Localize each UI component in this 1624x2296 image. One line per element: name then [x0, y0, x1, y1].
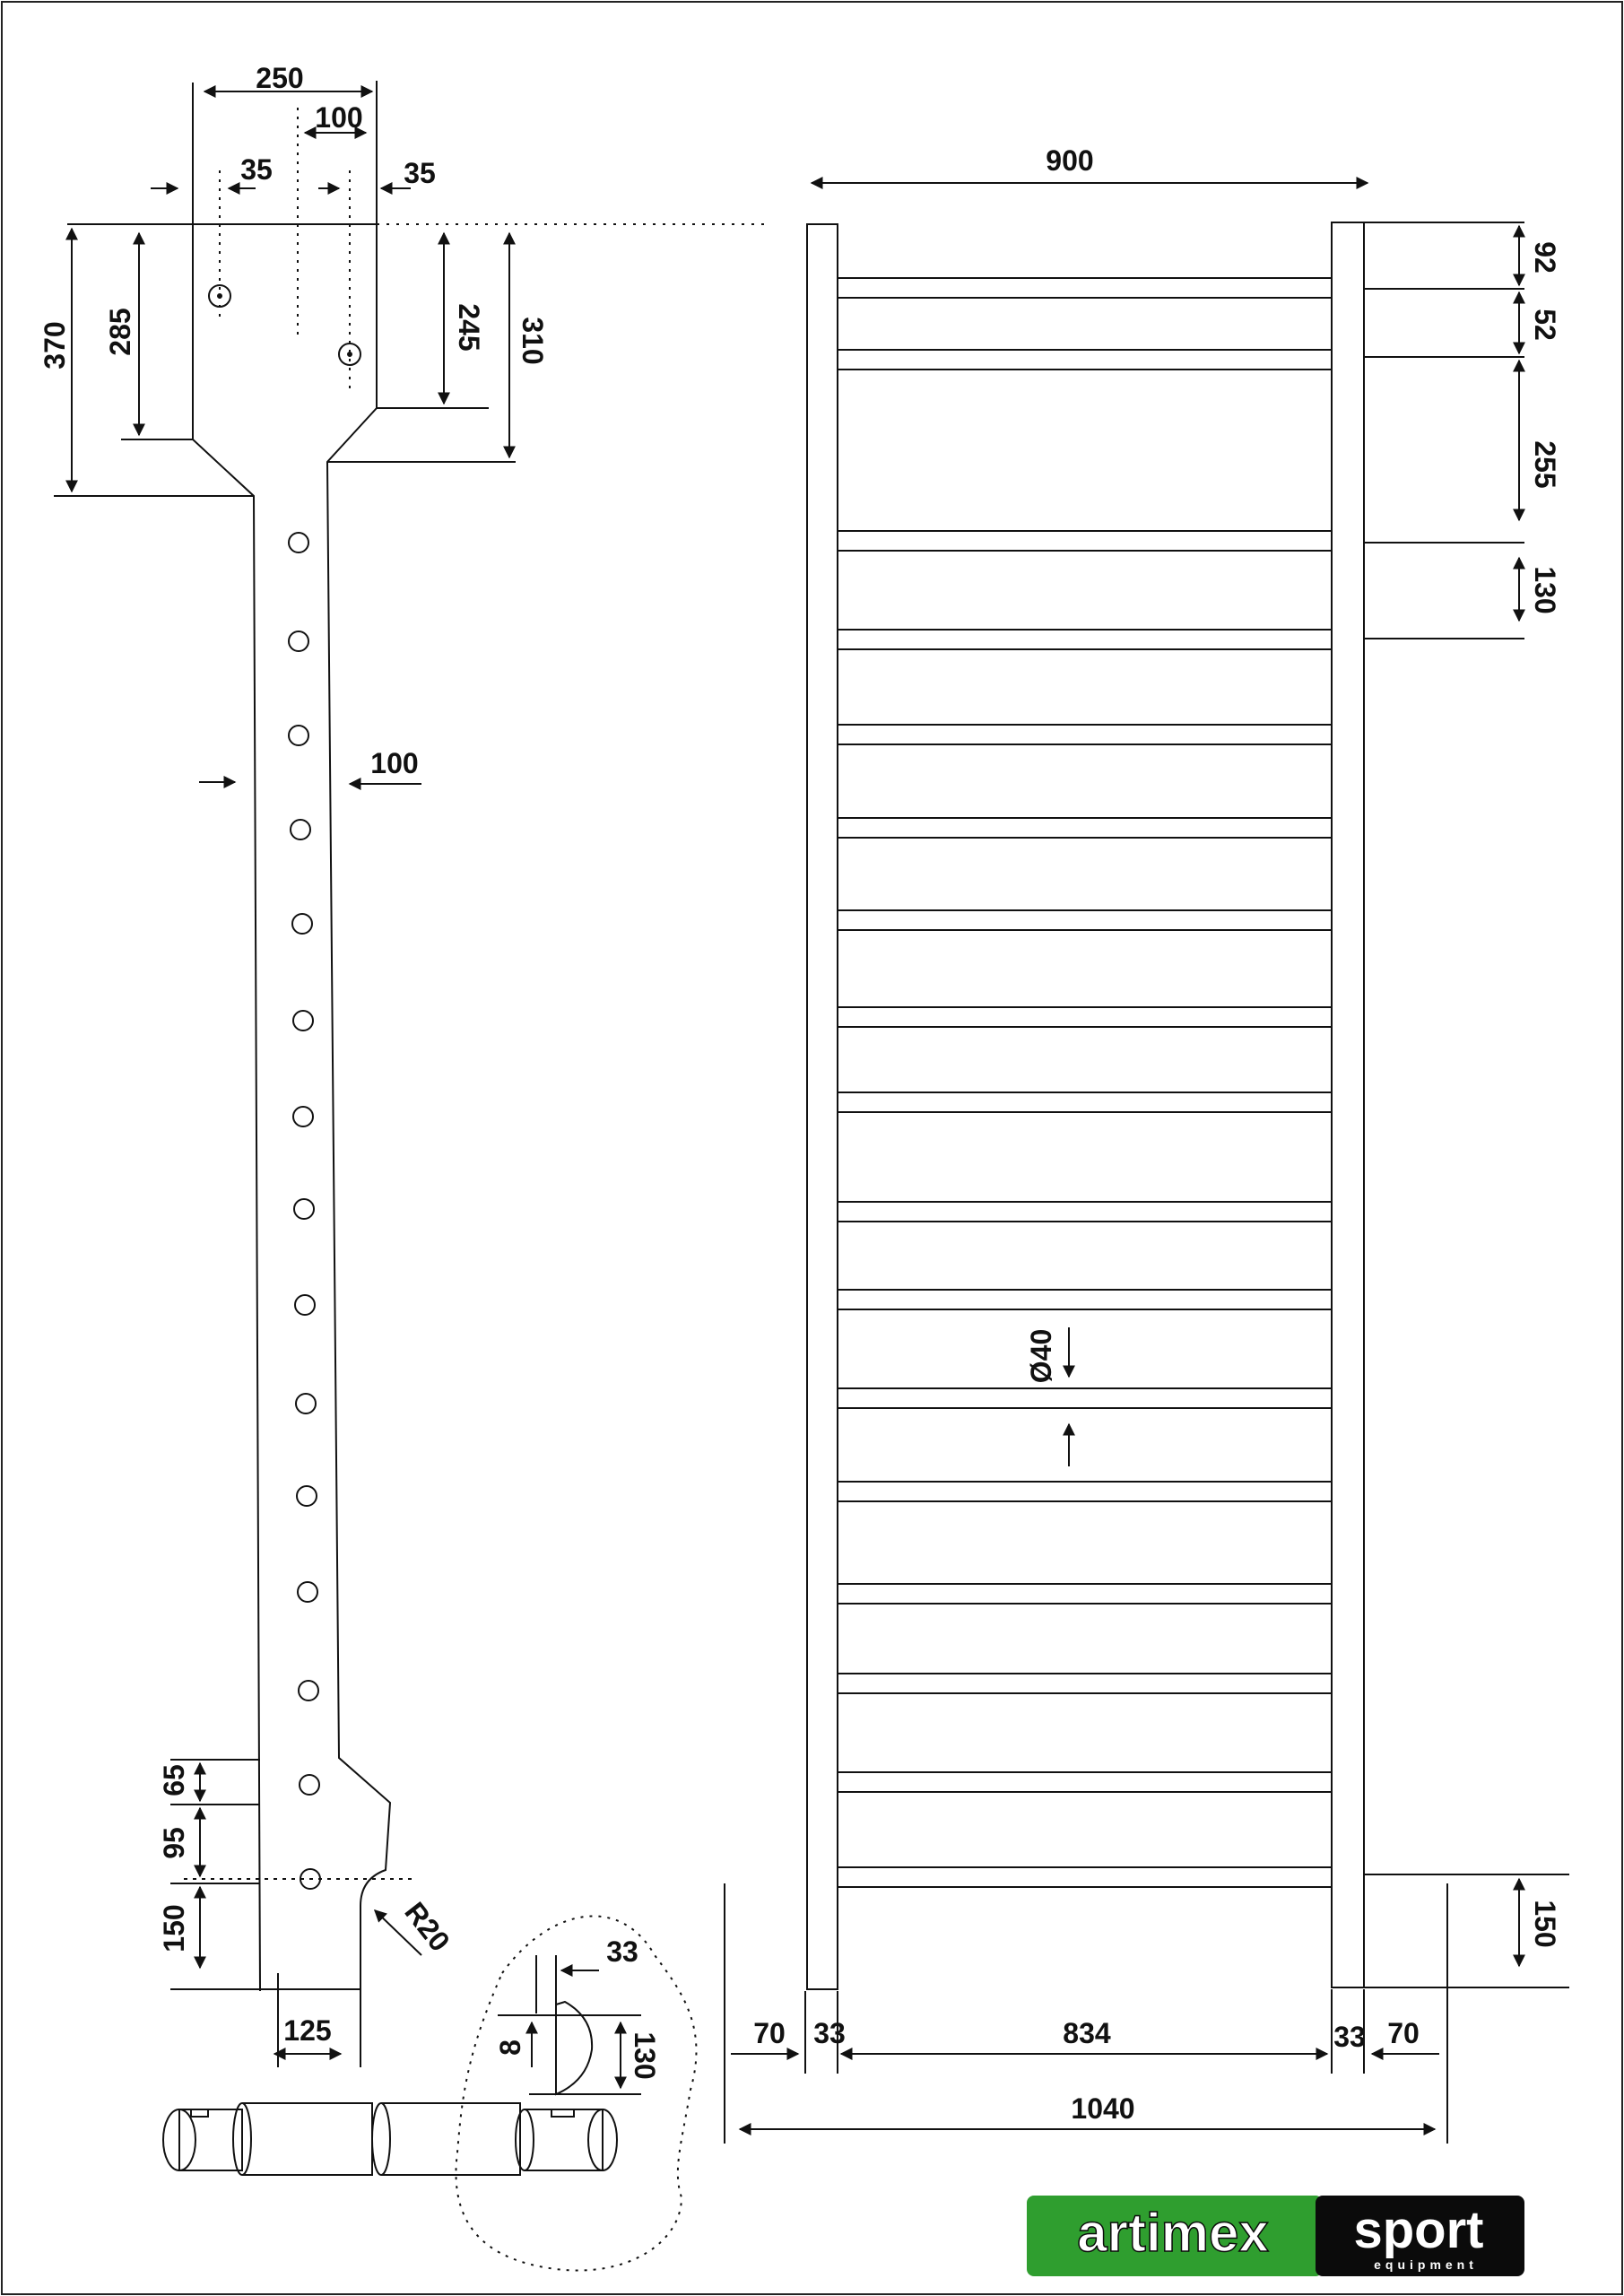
logo-tagline: equipment — [1374, 2257, 1478, 2272]
rung-hole — [291, 820, 310, 839]
side-view-labels — [39, 62, 549, 2047]
rung-detail — [163, 1916, 696, 2270]
dim-post-right: 33 — [1333, 2021, 1366, 2053]
rung-hole — [299, 1681, 318, 1700]
right-post — [1332, 222, 1364, 1987]
rung — [838, 630, 1332, 649]
rung — [838, 1482, 1332, 1501]
rung-hole — [289, 631, 308, 651]
rung-hole — [298, 1582, 317, 1602]
dim-rung-end: 33 — [606, 1935, 638, 1968]
rungs — [838, 278, 1332, 1887]
rung-hole — [289, 533, 308, 552]
dim-inner-width: 834 — [1063, 2017, 1111, 2049]
rung — [838, 725, 1332, 744]
rung — [838, 531, 1332, 551]
dim-offset-left: 70 — [753, 2017, 786, 2049]
rung-detail-labels — [494, 1935, 661, 2080]
rung — [838, 1290, 1332, 1309]
dim-top-inner: 100 — [315, 101, 363, 134]
rung — [838, 350, 1332, 370]
artimex-sport-logo — [1027, 2196, 1524, 2276]
rung — [838, 1007, 1332, 1027]
rung — [838, 1388, 1332, 1408]
dim-width-top: 900 — [1046, 144, 1094, 177]
rung-hole — [294, 1199, 314, 1219]
dim-spacing-92: 92 — [1529, 241, 1561, 274]
rung-hole — [293, 1011, 313, 1031]
dim-height-245: 245 — [453, 303, 485, 352]
dim-total-width: 1040 — [1071, 2092, 1135, 2125]
rung-hole — [292, 914, 312, 934]
dim-notch-height: 130 — [629, 2031, 661, 2080]
dim-height-310: 310 — [517, 317, 549, 365]
dim-top-width: 250 — [256, 62, 304, 94]
dim-bottom-150-front: 150 — [1529, 1900, 1561, 1948]
dim-rung-diameter: Ø40 — [1025, 1328, 1057, 1384]
rung-hole — [297, 1486, 317, 1506]
rung — [838, 1092, 1332, 1112]
logo-word-sport: sport — [1353, 2201, 1484, 2259]
rung — [838, 818, 1332, 838]
dim-post-width: 100 — [370, 747, 419, 779]
front-view-labels — [753, 144, 1561, 2125]
side-post-outline — [193, 81, 390, 2018]
left-post — [807, 224, 838, 1989]
dim-hole-offset-left: 35 — [240, 153, 273, 186]
dim-radius: R20 — [398, 1896, 456, 1958]
dim-spacing-52: 52 — [1529, 309, 1561, 341]
dim-bottom-150: 150 — [158, 1904, 190, 1952]
rung-hole — [295, 1295, 315, 1315]
rung-hole — [296, 1394, 316, 1413]
dim-notch-depth: 8 — [494, 2039, 526, 2056]
detail-callout-outline — [456, 1916, 696, 2270]
rung — [838, 278, 1332, 298]
rung — [838, 1202, 1332, 1222]
dim-post-left: 33 — [813, 2017, 846, 2049]
dim-spacing-255: 255 — [1529, 440, 1561, 489]
logo-word-artimex: artimex — [1077, 2203, 1269, 2263]
rung-hole — [289, 726, 308, 745]
dim-base-width: 125 — [283, 2014, 332, 2047]
dim-height-370: 370 — [39, 321, 71, 370]
dim-bottom-65: 65 — [158, 1764, 190, 1796]
dim-bottom-95: 95 — [158, 1827, 190, 1859]
rung — [838, 1772, 1332, 1792]
rung — [838, 1867, 1332, 1887]
dim-hole-offset-right: 35 — [404, 157, 436, 189]
rung — [838, 1674, 1332, 1693]
dim-spacing-130: 130 — [1529, 566, 1561, 614]
rung-pipe — [163, 2103, 617, 2175]
rung — [838, 910, 1332, 930]
rung-hole — [300, 1775, 319, 1795]
page-border — [2, 2, 1622, 2294]
rung-hole — [293, 1107, 313, 1126]
dim-offset-right: 70 — [1387, 2017, 1420, 2049]
rung-holes — [289, 533, 320, 1889]
front-view — [725, 183, 1569, 2144]
rung — [838, 1584, 1332, 1604]
dim-height-285: 285 — [104, 308, 136, 356]
